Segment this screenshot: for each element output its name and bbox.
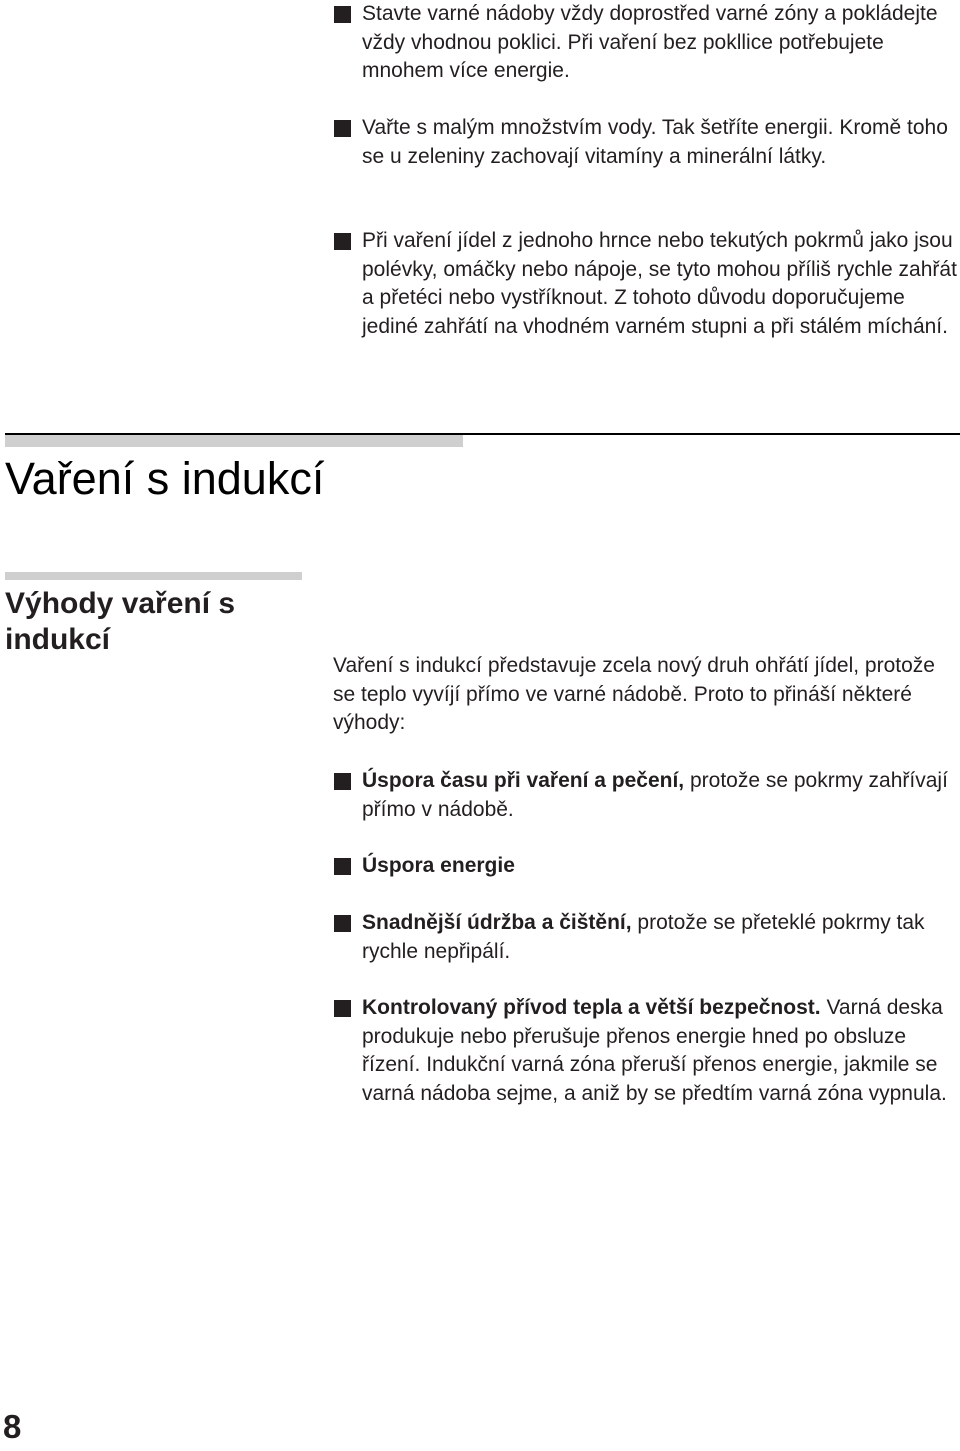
advantage-text: [362, 767, 960, 824]
page-number: 8: [3, 1408, 22, 1445]
subsection-divider: [5, 572, 302, 580]
tip-text: Stavte varné nádoby vždy doprostřed varné zóny a pokládejte vždy vhodnou poklici. Při vaření bez pokllice potřebujete mnohem více energie.: [362, 2, 938, 83]
square-bullet-icon: [334, 233, 351, 250]
advantage-heading: Úspora času při vaření a pečení,: [362, 769, 685, 792]
advantage-heading: Snadnější údržba a čištění,: [362, 911, 632, 934]
advantage-heading: Kontrolovaný přívod tepla a větší bezpečnost.: [362, 996, 821, 1019]
square-bullet-icon: [334, 1000, 351, 1017]
section-title: Vaření s indukcí: [5, 453, 325, 504]
section-divider-accent: [5, 435, 463, 447]
square-bullet-icon: [334, 915, 351, 932]
square-bullet-icon: [334, 773, 351, 790]
advantage-text: [362, 994, 960, 1108]
advantage-description: protože se pokrmy zahřívají přímo v nádobě.: [362, 769, 948, 821]
advantage-description: Varná deska produkuje nebo přerušuje přenos energie hned po obsluze řízení. Indukční varná zóna přeruší přenos energie, jakmile se varná nádoba sejme, a aniž by se předtím varná zóna vypnula.: [362, 996, 947, 1105]
square-bullet-icon: [334, 6, 351, 23]
tip-text: Vařte s malým množstvím vody. Tak šetříte energii. Kromě toho se u zeleniny zachovají vitamíny a minerální látky.: [362, 116, 948, 168]
advantage-text: [362, 852, 960, 881]
advantage-description: protože se přeteklé pokrmy tak rychle nepřipálí.: [362, 911, 925, 963]
tip-text: Při vaření jídel z jednoho hrnce nebo tekutých pokrmů jako jsou polévky, omáčky nebo nápoje, se tyto mohou příliš rychle zahřát a přetéci nebo vystříknout. Z tohoto důvodu doporučujeme jediné zahřátí na vhodném varném stupni a při stálém míchání.: [362, 229, 957, 338]
intro-paragraph: Vaření s indukcí představuje zcela nový druh ohřátí jídel, protože se teplo vyvíjí přímo ve varné nádobě. Proto to přináší některé výhody:: [333, 654, 935, 735]
advantage-text: [362, 909, 960, 966]
subsection-title: Výhody vaření s indukcí: [5, 587, 236, 656]
advantage-heading: Úspora energie: [362, 854, 515, 877]
square-bullet-icon: [334, 120, 351, 137]
square-bullet-icon: [334, 858, 351, 875]
